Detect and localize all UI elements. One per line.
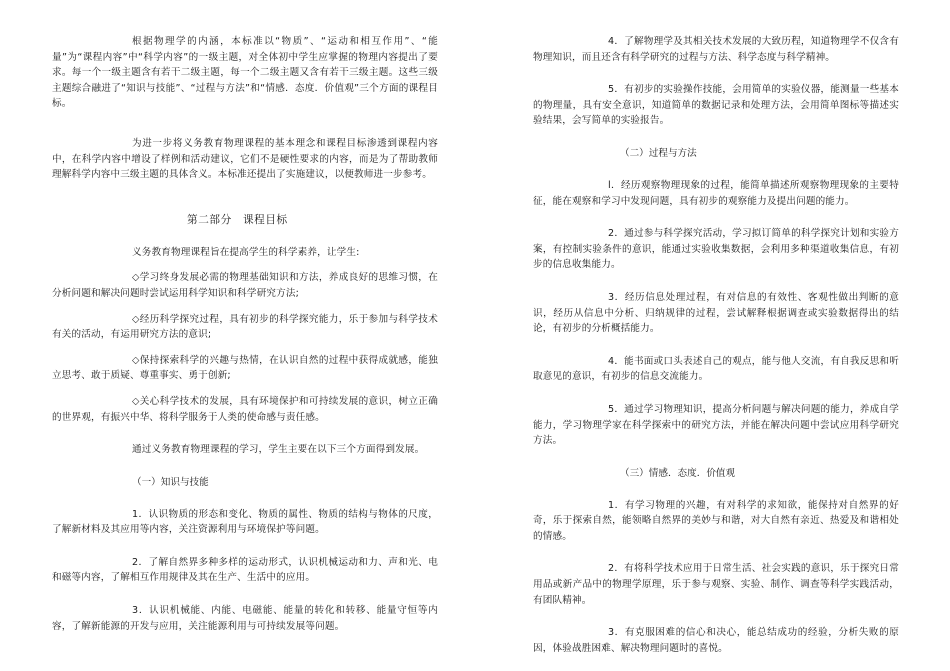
process-item: 4．能书面或口头表述自己的观点，能与他人交流，有自我反思和听取意见的意识，有初步的信息交流能力。 xyxy=(533,355,899,383)
knowledge-item: 3．认识机械能、内能、电磁能、能量的转化和转移、能量守恒等内容，了解新能源的开发与应用，关注能源利用与可持续发展等问题。 xyxy=(52,605,438,632)
attitude-item: 1．有学习物理的兴趣，有对科学的求知欲，能保持对自然界的好奇，乐于探索自然，能领略自然界的美妙与和谐，对大自然有亲近、热爱及和谐相处的情感。 xyxy=(533,499,899,542)
section-title-knowledge: （一）知识与技能 xyxy=(132,476,209,488)
process-item: 3．经历信息处理过程，有对信息的有效性、客观性做出判断的意识，经历从信息中分析、归纳规律的过程，尝试解释根据调查或实验数据得出的结论，有初步的分析概括能力。 xyxy=(533,291,899,335)
goal-item: ◇关心科学技术的发展，具有环境保护和可持续发展的意识，树立正确的世界观，有振兴中华、将科学服务于人类的使命感与责任感。 xyxy=(52,395,438,423)
goal-item: ◇经历科学探究过程，具有初步的科学探究能力，乐于参加与科学技术有关的活动，有运用研究方法的意识; xyxy=(52,313,438,341)
attitude-item: 2．有将科学技术应用于日常生活、社会实践的意识，乐于探究日常用品或新产品中的物理学原理，乐于参与观察、实验、制作、调查等科学实践活动，有团队精神。 xyxy=(533,563,899,606)
goal-item: ◇学习终身发展必需的物理基础知识和方法，养成良好的思维习惯，在分析问题和解决问题时尝试运用科学知识和科学研究方法; xyxy=(52,272,438,299)
process-item: 5．通过学习物理知识，提高分析问题与解决问题的能力，养成自学能力，学习物理学家在科学探索中的研究方法，并能在解决问题中尝试应用科学研究方法。 xyxy=(533,403,899,447)
intro-paragraph: 根据物理学的内涵，本标准以“物质”、“运动和相互作用”、“能量”为“课程内容”中“科学内容”的一级主题，对全体初中学生应掌握的物理内容提出了要求。每一个一级主题含有若干二级主题，每一个二级主题又含有若干三级主题。这些三级主题综合融进了“知识与技能”、“过程与方法”和“情感．态度．价值观”三个方面的课程目标。 xyxy=(52,36,438,110)
goal-item: ◇保持探索科学的兴趣与热情，在认识自然的过程中获得成就感，能独立思考、敢于质疑、尊重事实、勇于创新; xyxy=(52,354,438,382)
attitude-item: 3．有克服困难的信心和决心，能总结成功的经验，分析失败的原因，体验战胜困难、解决物理问题时的喜悦。 xyxy=(533,627,899,654)
section-title-process: （二）过程与方法 xyxy=(620,147,697,159)
right-column xyxy=(533,34,899,656)
knowledge-item: 5．有初步的实验操作技能，会用简单的实验仪器，能测量一些基本的物理量，具有安全意识，知道简单的数据记录和处理方法，会用简单图标等描述实验结果，会写简单的实验报告。 xyxy=(533,84,899,127)
knowledge-item: 1．认识物质的形态和变化、物质的属性、物质的结构与物体的尺度，了解新材料及其应用等内容，关注资源利用与环境保护等问题。 xyxy=(52,508,438,536)
process-item: 2．通过参与科学探究活动，学习拟订简单的科学探究计划和实验方案，有控制实验条件的意识，能通过实验收集数据，会利用多种渠道收集信息，有初步的信息收集能力。 xyxy=(533,228,899,271)
goal-summary: 通过义务教育物理课程的学习，学生主要在以下三个方面得到发展。 xyxy=(132,444,425,456)
knowledge-item: 2．了解自然界多种多样的运动形式，认识机械运动和力、声和光、电和磁等内容，了解相互作用规律及其在生产、生活中的应用。 xyxy=(52,556,438,584)
left-column xyxy=(52,34,438,634)
section-title-attitude: （三）情感．态度．价值观 xyxy=(620,467,736,479)
intro-paragraph-2: 为进一步将义务教育物理课程的基本理念和课程目标渗透到课程内容中，在科学内容中增设了样例和活动建议，它们不是硬性要求的内容，而是为了帮助教师理解科学内容中三级主题的具体含义。本标准还提出了实施建议，以便教师进一步参考。 xyxy=(52,137,438,181)
goal-intro: 义务教育物理课程旨在提高学生的科学素养，让学生: xyxy=(132,246,360,258)
process-item: l．经历观察物理现象的过程，能简单描述所观察物理现象的主要特征，能在观察和学习中发现问题，具有初步的观察能力及提出问题的能力。 xyxy=(533,179,899,207)
knowledge-item: 4．了解物理学及其相关技术发展的大致历程，知道物理学不仅含有物理知识，而且还含有科学研究的过程与方法、科学态度与科学精神。 xyxy=(533,36,899,63)
part-title: 第二部分 课程目标 xyxy=(187,213,288,226)
